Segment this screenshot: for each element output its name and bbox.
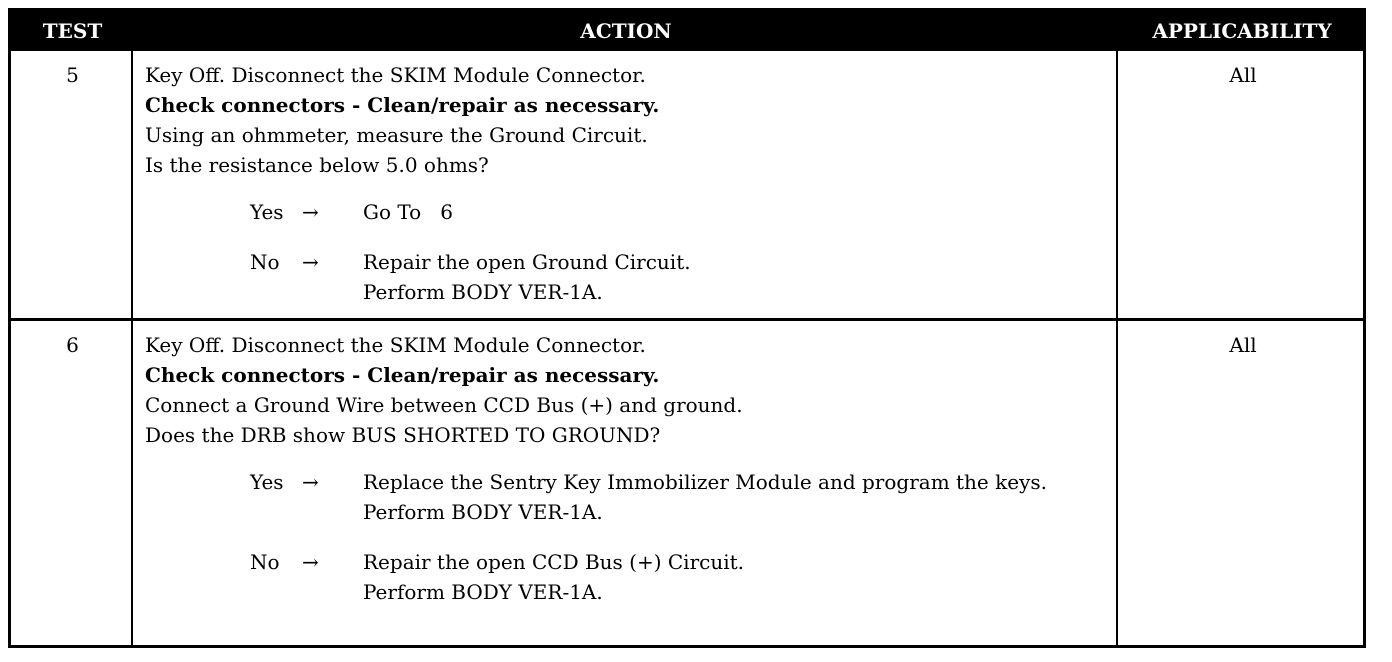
branch-result — [363, 547, 1111, 607]
test-number: 6 — [66, 333, 79, 357]
arrow-icon: → — [302, 550, 319, 574]
diagnostic-table — [8, 8, 1366, 648]
action-line: Is the resistance below 5.0 ohms? — [145, 153, 489, 177]
no-branch — [250, 547, 1111, 607]
answer-yes: Yes — [250, 470, 284, 494]
applicability-value: All — [1229, 63, 1257, 87]
answer-no: No — [250, 250, 280, 274]
result-line: Perform BODY VER-1A. — [363, 580, 603, 604]
action-line: Using an ohmmeter, measure the Ground Circuit. — [145, 123, 648, 147]
answer-yes: Yes — [250, 200, 284, 224]
action-cell — [145, 330, 1111, 607]
header-test: TEST — [42, 19, 103, 43]
action-cell — [145, 60, 1111, 307]
result-line: Perform BODY VER-1A. — [363, 280, 603, 304]
result-line: Repair the open Ground Circuit. — [363, 250, 691, 274]
branch-result — [363, 467, 1111, 527]
action-line: Key Off. Disconnect the SKIM Module Connector. — [145, 333, 646, 357]
arrow-icon: → — [302, 250, 319, 274]
action-line: Connect a Ground Wire between CCD Bus (+) and ground. — [145, 393, 743, 417]
result-line: Replace the Sentry Key Immobilizer Module and program the keys. — [363, 470, 1048, 494]
action-line: Key Off. Disconnect the SKIM Module Connector. — [145, 63, 646, 87]
no-branch — [250, 247, 1111, 307]
answer-no: No — [250, 550, 280, 574]
header-action: ACTION — [580, 19, 672, 43]
table-row — [11, 321, 1363, 648]
result-line: Perform BODY VER-1A. — [363, 500, 603, 524]
action-line-bold: Check connectors - Clean/repair as necessary. — [145, 93, 660, 117]
arrow-icon: → — [302, 200, 319, 224]
header-applicability: APPLICABILITY — [1152, 19, 1332, 43]
arrow-icon: → — [302, 470, 319, 494]
yes-branch — [250, 197, 1111, 227]
table-row — [11, 51, 1363, 318]
action-line: Does the DRB show BUS SHORTED TO GROUND? — [145, 423, 661, 447]
result-line: Go To 6 — [363, 200, 453, 224]
table-header — [11, 11, 1363, 51]
action-line-bold: Check connectors - Clean/repair as necessary. — [145, 363, 660, 387]
branch-result — [363, 197, 1111, 227]
yes-branch — [250, 467, 1111, 527]
branch-result — [363, 247, 1111, 307]
test-number: 5 — [66, 63, 79, 87]
applicability-value: All — [1229, 333, 1257, 357]
result-line: Repair the open CCD Bus (+) Circuit. — [363, 550, 745, 574]
